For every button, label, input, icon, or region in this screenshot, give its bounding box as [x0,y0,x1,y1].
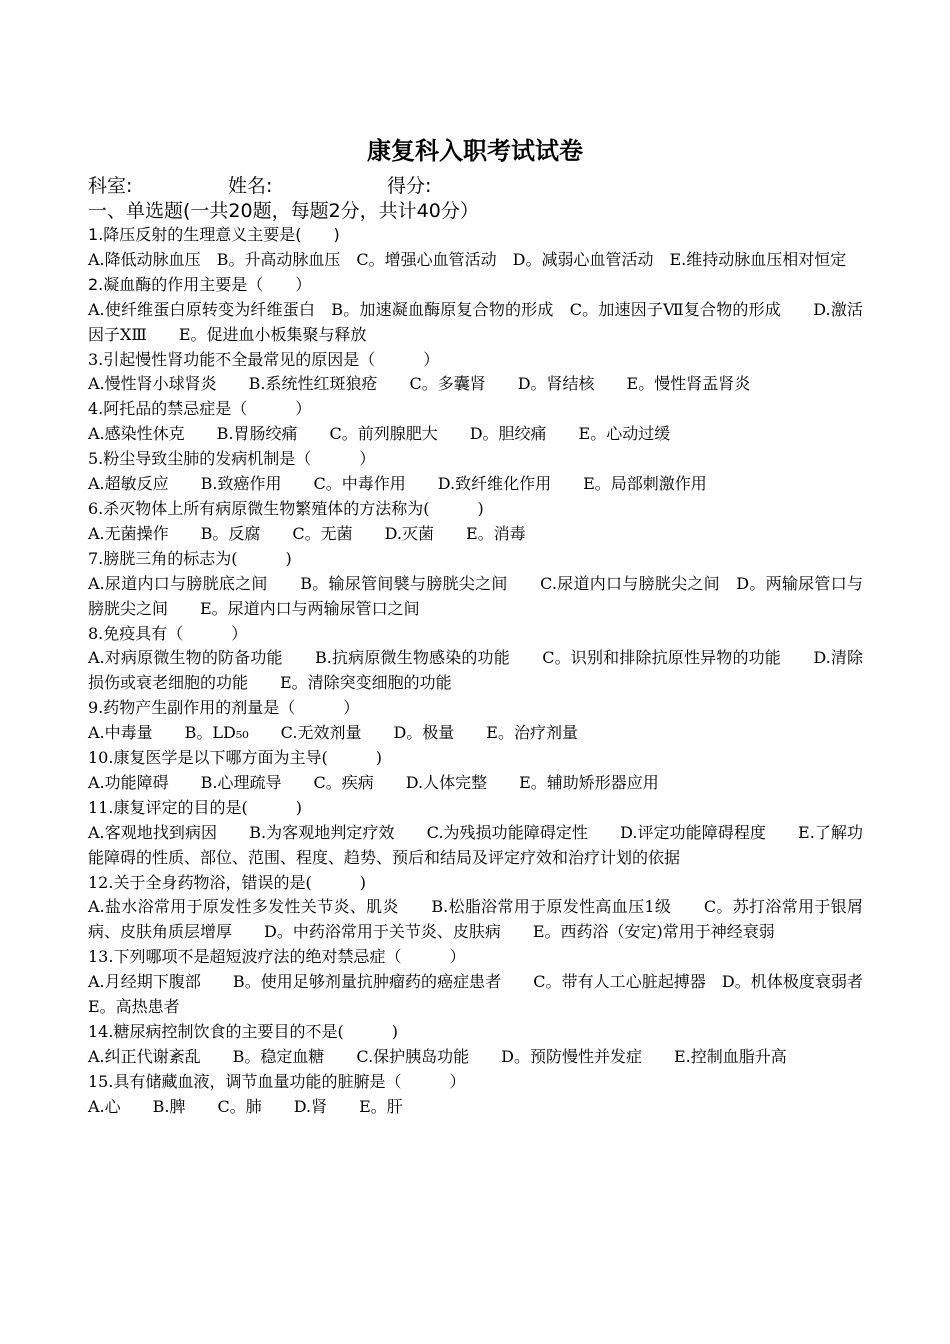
question-stem: 6.杀灭物体上所有病原微生物繁殖体的方法称为( ) [88,498,484,518]
question-options: A.心 B.脾 C。肺 D.肾 E。肝 [88,1096,403,1116]
question-options: A.感染性休克 B.胃肠绞痛 C。前列腺肥大 D。胆绞痛 E。心动过缓 [88,424,671,444]
question-options: A.功能障碍 B.心理疏导 C。疾病 D.人体完整 E。辅助矫形器应用 [88,772,659,792]
name-label: 姓名: [228,175,273,197]
question-stem: 7.膀胱三角的标志为( ) [88,548,292,568]
question-stem: 8.免疫具有（ ） [88,623,248,643]
score-label: 得分: [387,175,432,197]
question-stem: 13.下列哪项不是超短波疗法的绝对禁忌症（ ） [88,947,466,967]
question-stem: 5.粉尘导致尘肺的发病机制是（ ） [88,449,376,469]
candidate-info-line [88,172,868,200]
question-stem: 9.药物产生副作用的剂量是（ ） [88,698,360,718]
question-options: A.慢性肾小球肾炎 B.系统性红斑狼疮 C。多囊肾 D。肾结核 E。慢性肾盂肾炎 [88,374,751,394]
question-options: A.中毒量 B。LD₅₀ C.无效剂量 D。极量 E。治疗剂量 [88,723,578,743]
question-options: A.盐水浴常用于原发性多发性关节炎、肌炎 B.松脂浴常用于原发性高血压1级 C。苏打浴常用于银屑病、皮肤角质层增厚 D。中药浴常用于关节炎、皮肤病 E。西药浴（安定)常用于神经衰弱 [88,897,863,942]
question-options: A.对病原微生物的防备功能 B.抗病原微生物感染的功能 C。识别和排除抗原性异物的功能 D.清除损伤或衰老细胞的功能 E。清除突变细胞的功能 [88,648,863,693]
question-options: A.超敏反应 B.致癌作用 C。中毒作用 D.致纤维化作用 E。局部刺激作用 [88,474,707,494]
question-stem: 1.降压反射的生理意义主要是( ) [88,225,340,244]
exam-title: 康复科入职考试试卷 [367,137,583,165]
question-stem: 10.康复医学是以下哪方面为主导( ) [88,748,382,768]
question-stem: 14.糖尿病控制饮食的主要目的不是( ) [88,1022,398,1041]
question-options: A.纠正代谢紊乱 B。稳定血糖 C.保护胰岛功能 D。预防慢性并发症 E.控制血脂升高 [88,1046,787,1066]
question-stem: 2.凝血酶的作用主要是（ ） [88,274,312,294]
question-stem: 4.阿托品的禁忌症是（ ） [88,399,312,419]
question-list [88,223,896,1120]
question-stem: 15.具有储藏血液，调节血量功能的脏腑是（ ） [88,1071,466,1091]
question-stem: 11.康复评定的目的是( ) [88,797,302,817]
question-options: A.使纤维蛋白原转变为纤维蛋白 B。加速凝血酶原复合物的形成 C。加速因子Ⅶ复合物的形成 D.激活因子ⅩⅢ E。促进血小板集聚与释放 [88,299,863,344]
question-stem: 3.引起慢性肾功能不全最常见的原因是（ ） [88,349,440,369]
section-heading: 一、单选题(一共20题，每题2分，共计40分） [88,200,479,222]
question-options: A.尿道内口与膀胱底之间 B。输尿管间襞与膀胱尖之间 C.尿道内口与膀胱尖之间 D。两输尿管口与膀胱尖之间 E。尿道内口与两输尿管口之间 [88,573,863,618]
question-options: A.月经期下腹部 B。使用足够剂量抗肿瘤药的癌症患者 C。带有人工心脏起搏器 D。机体极度衰弱者 E。高热患者 [88,972,896,1017]
question-options: A.降低动脉血压 B。升高动脉血压 C。增强心血管活动 D。减弱心血管活动 E.维持动脉血压相对恒定 [88,249,847,269]
question-options: A.客观地找到病因 B.为客观地判定疗效 C.为残损功能障碍定性 D.评定功能障碍程度 E.了解功能障碍的性质、部位、范围、程度、趋势、预后和结局及评定疗效和治疗计划的依据 [88,822,863,867]
department-label: 科室: [88,175,133,197]
question-stem: 12.关于全身药物浴，错误的是( ) [88,872,366,892]
question-options: A.无菌操作 B。反腐 C。无菌 D.灭菌 E。消毒 [88,523,526,543]
